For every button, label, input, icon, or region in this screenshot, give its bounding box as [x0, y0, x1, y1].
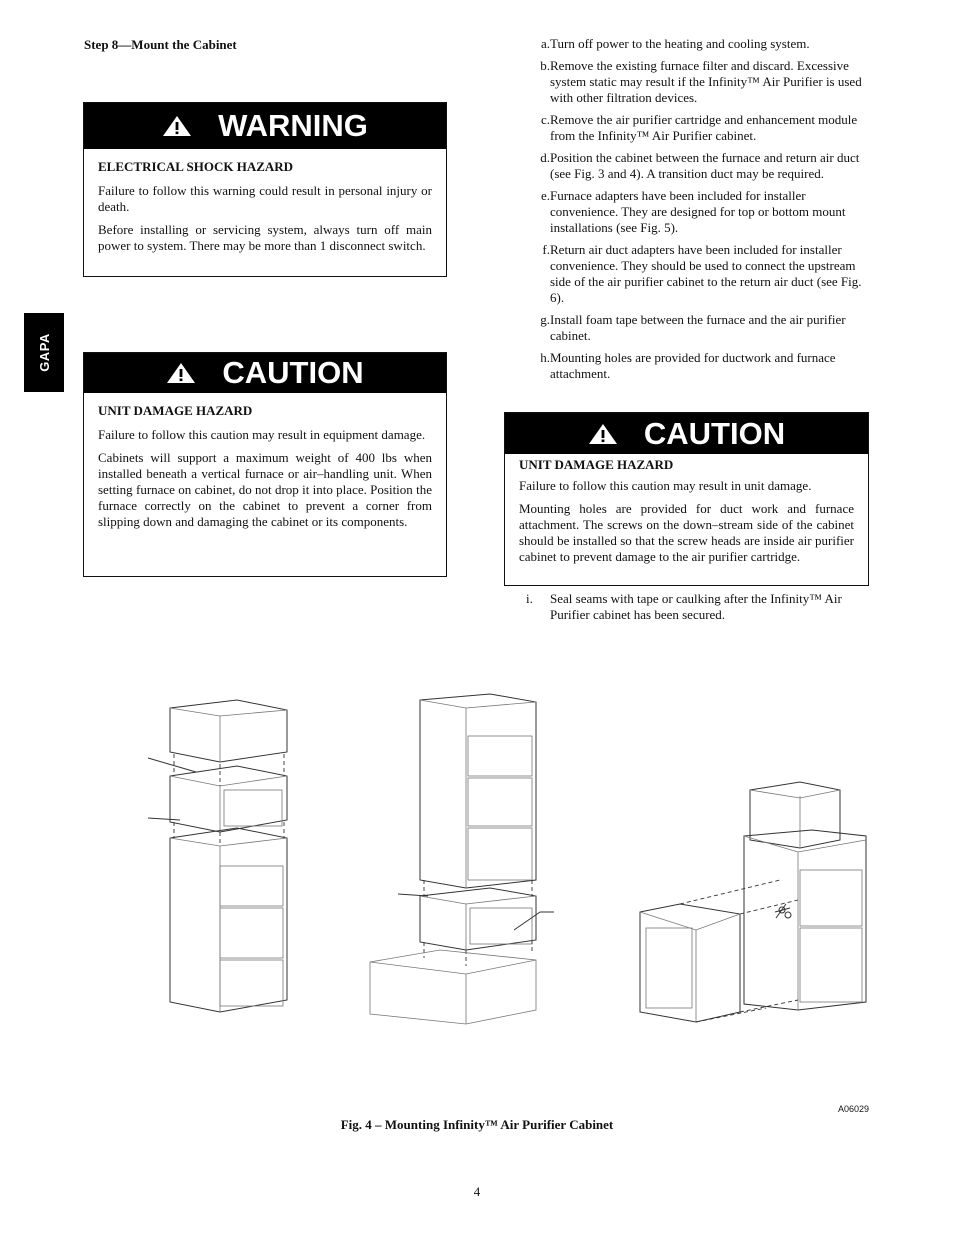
- step-letter: g.: [540, 312, 550, 327]
- step-text: Remove the existing furnace filter and discard. Excessive system static may result if the Infinity™ Air Purifier is used with other filtration devices.: [550, 58, 862, 105]
- step-text: Return air duct adapters have been included for installer convenience. They should be used to connect the upstream side of the air purifier cabinet to the return air duct (see Fig. 6).: [550, 242, 862, 305]
- scissors-icon: [775, 904, 791, 918]
- warning-paragraph: Failure to follow this warning could result in personal injury or death.: [98, 183, 432, 214]
- caution-hazard: UNIT DAMAGE HAZARD: [98, 403, 253, 418]
- caution-paragraph: Failure to follow this caution may result in equipment damage.: [98, 427, 426, 442]
- caution-paragraph: Cabinets will support a maximum weight of 400 lbs when installed beneath a vertical furnace or air–handling unit. When setting furnace on cabinet, do not drop it into place. Position the furnace correctly on the cabinet to prevent a corner from slipping down and damaging the cabinet or its components.: [98, 450, 432, 529]
- step-text: Position the cabinet between the furnace and return air duct (see Fig. 3 and 4). A transition duct may be required.: [550, 150, 860, 181]
- step-letter: e.: [540, 188, 550, 203]
- caution-paragraph: Mounting holes are provided for duct work and furnace attachment. The screws on the down–stream side of the cabinet should be installed so that the screw heads are inside air purifier cabinet to prevent damage to the air purifier cartridge.: [519, 501, 854, 564]
- step-text: Remove the air purifier cartridge and enhancement module from the Infinity™ Air Purifier cabinet.: [550, 112, 858, 143]
- caution-title: CAUTION: [643, 415, 786, 451]
- step-text: Seal seams with tape or caulking after the Infinity™ Air Purifier cabinet has been secured.: [550, 591, 842, 622]
- step-text: Turn off power to the heating and cooling system.: [550, 36, 810, 51]
- step-text: Install foam tape between the furnace and the air purifier cabinet.: [550, 312, 846, 343]
- warning-paragraph: Before installing or servicing system, always turn off main power to system. There may be more than 1 disconnect switch.: [98, 222, 432, 253]
- warning-hazard: ELECTRICAL SHOCK HAZARD: [98, 159, 294, 174]
- right-assembly: [640, 782, 866, 1022]
- step-letter: b.: [540, 58, 550, 73]
- step-text: Furnace adapters have been included for installer convenience. They are designed for top or bottom mount installations (see Fig. 5).: [550, 188, 846, 235]
- step-text: Mounting holes are provided for ductwork and furnace attachment.: [550, 350, 836, 381]
- page-number: 4: [473, 1184, 481, 1199]
- middle-assembly: [370, 694, 554, 1024]
- step-heading: Step 8—Mount the Cabinet: [84, 37, 237, 52]
- warning-title: WARNING: [218, 108, 368, 143]
- step-letter: d.: [540, 150, 550, 165]
- figure-id: A06029: [838, 1104, 870, 1114]
- step-letter: c.: [540, 112, 550, 127]
- figure-caption: Fig. 4 – Mounting Infinity™ Air Purifier Cabinet: [340, 1117, 614, 1132]
- section-tab-label: GAPA: [36, 333, 52, 372]
- caution-hazard: UNIT DAMAGE HAZARD: [519, 457, 674, 472]
- caution-paragraph: Failure to follow this caution may result in unit damage.: [519, 478, 812, 493]
- step-letter: f.: [542, 242, 550, 257]
- left-assembly: [148, 700, 287, 1012]
- step-letter: i.: [526, 591, 533, 606]
- step-letter: a.: [540, 36, 550, 51]
- caution-title: CAUTION: [222, 355, 364, 390]
- step-letter: h.: [540, 350, 550, 365]
